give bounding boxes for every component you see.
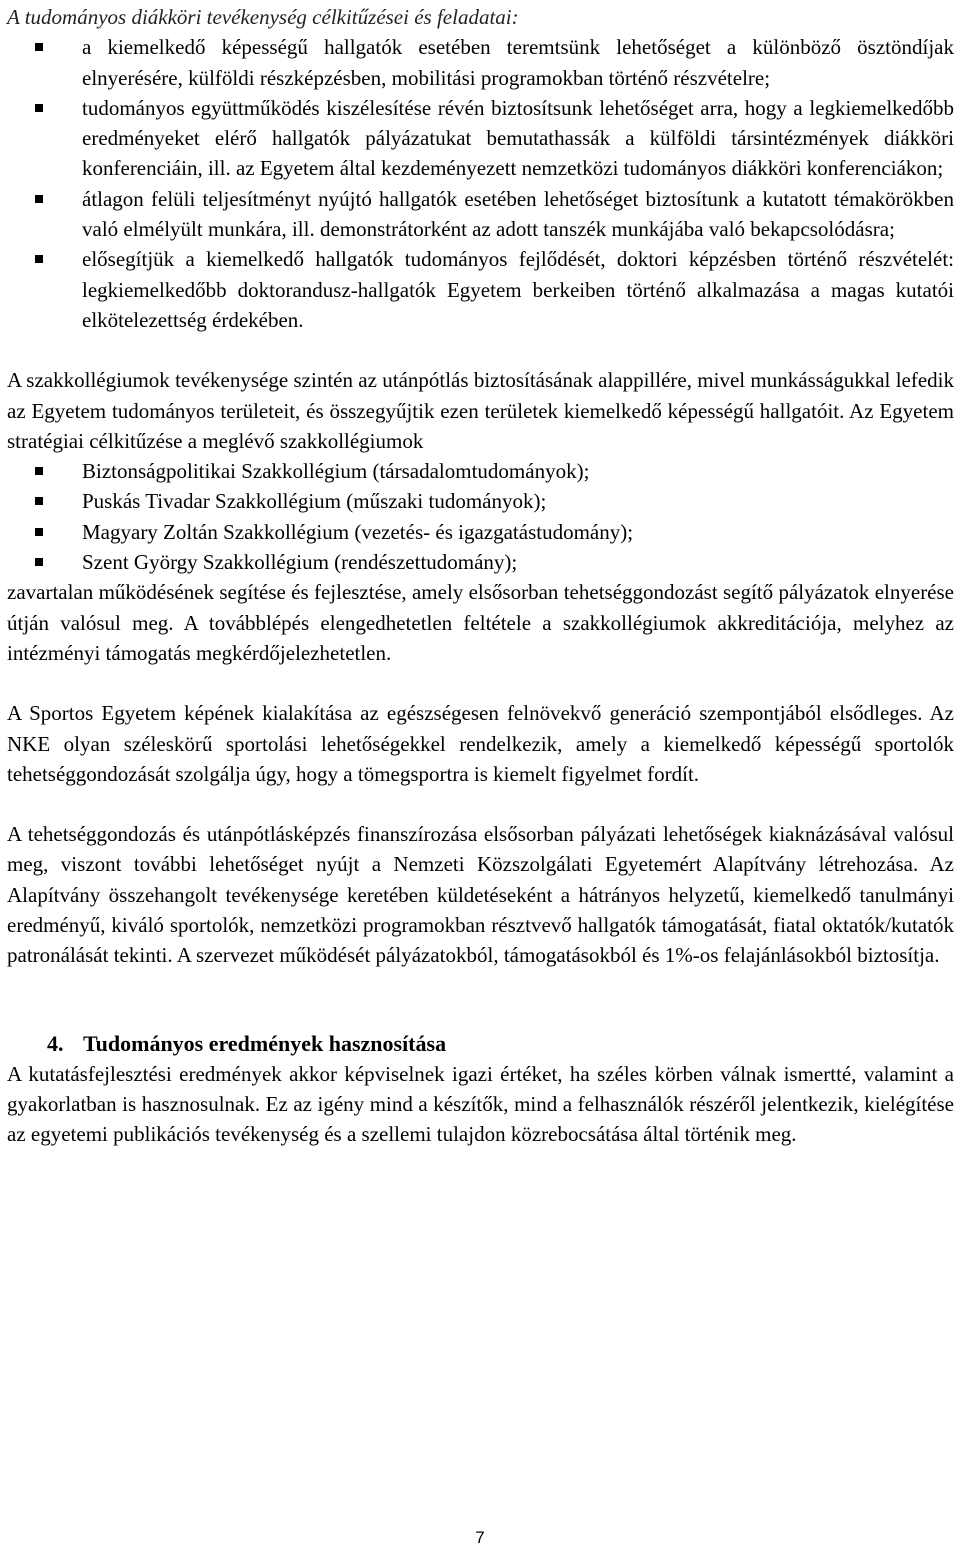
list-item-text: elősegítjük a kiemelkedő hallgatók tudományos fejlődését, doktori képzésben történő részvételét: legkiemelkedőbb doktorandusz-hallgatók Egyetem berkeiben történő alkalmazása a magas kutatói elkötelezettség érdekében. (82, 247, 954, 332)
square-bullet-icon (35, 467, 43, 475)
square-bullet-icon (35, 195, 43, 203)
list-item-text: a kiemelkedő képességű hallgatók esetében teremtsünk lehetőséget a különböző ösztöndíjak elnyerésére, külföldi részképzésben, mobilitási programokban történő részvételre; (82, 35, 954, 90)
list-item-text: Puskás Tivadar Szakkollégium (műszaki tudományok); (82, 489, 547, 514)
section-number: 4. (47, 1030, 64, 1056)
list-item-text: átlagon felüli teljesítményt nyújtó hallgatók esetében lehetőséget biztosítunk a kutatott témakörökben való elmélyült munkára, ill. demonstrátorként az adott tanszék munkájába való bekapcsolódásra; (82, 186, 954, 242)
square-bullet-icon (35, 104, 43, 112)
list-item (7, 547, 954, 577)
list-item (7, 517, 954, 547)
list-item-text: Magyary Zoltán Szakkollégium (vezetés- és igazgatástudomány); (82, 519, 634, 544)
list-item (7, 32, 954, 93)
section-title: Tudományos eredmények hasznosítása (83, 1030, 447, 1056)
list-item (7, 244, 954, 335)
list-item (7, 93, 954, 184)
list-item (7, 486, 954, 516)
szakkollegium-outro: zavartalan működésének segítése és fejlesztése, amely elsősorban tehetséggondozást segítő pályázatok elnyerése útján valósul meg. A továbblépés elengedhetetlen feltétele a szakkollégiumok akkreditációja, melyhez az intézményi támogatás megkérdőjelezhetetlen. (7, 580, 954, 665)
list-item (7, 184, 954, 245)
tdk-bullet-list (7, 32, 954, 335)
square-bullet-icon (35, 255, 43, 263)
finance-paragraph: A tehetséggondozás és utánpótlásképzés finanszírozása elsősorban pályázati lehetőségek kiaknázásával valósul meg, viszont további lehetőséget nyújt a Nemzeti Közszolgálati Egyetemért Alapítvány létrehozása. Az Alapítvány összehangolt tevékenysége keretében küldetéseként a hátrányos helyzetű, kiemelkedő tanulmányi eredményű, kiváló sportolók, nemzetközi programokban résztvevő hallgatók támogatását, fiatal oktatók/kutatók patronálását tekinti. A szervezet működését pályázatokból, támogatásokból és 1%-os felajánlásokból biztosítja. (7, 822, 954, 968)
list-item-text: Szent György Szakkollégium (rendészettudomány); (82, 550, 518, 575)
sport-paragraph: A Sportos Egyetem képének kialakítása az egészségesen felnövekvő generáció szempontjából elsődleges. Az NKE olyan széleskörű sportolási lehetőségekkel rendelkezik, amely a kiemelkedő képességű sportolók tehetséggondozását szolgálja úgy, hogy a tömegsportra is kiemelt figyelmet fordít. (7, 701, 954, 786)
section-heading (7, 1029, 954, 1059)
results-paragraph: A kutatásfejlesztési eredmények akkor képviselnek igazi értéket, ha széles körben válnak ismertté, valamint a gyakorlatban is hasznosulnak. Ez az igény mind a készítők, mind a felhasználók részéről jelentkezik, kielégítése az egyetemi publikációs tevékenység és a szellemi tulajdon közrebocsátása által történik meg. (7, 1061, 954, 1147)
square-bullet-icon (35, 528, 43, 536)
section-intro: A tudományos diákköri tevékenység célkitűzései és feladatai: (7, 5, 519, 29)
square-bullet-icon (35, 497, 43, 505)
list-item-text: Biztonságpolitikai Szakkollégium (társadalomtudományok); (82, 459, 590, 484)
szakkollegium-bullet-list (7, 456, 954, 577)
square-bullet-icon (35, 558, 43, 566)
square-bullet-icon (35, 43, 43, 51)
list-item (7, 456, 954, 486)
szakkollegium-intro: A szakkollégiumok tevékenysége szintén az utánpótlás biztosításának alappillére, mivel munkásságukkal lefedik az Egyetem tudományos területeit, és összegyűjtik ezen területek kiemelkedő képességű hallgatóit. Az Egyetem stratégiai célkitűzése a meglévő szakkollégiumok (7, 368, 954, 453)
page-number: 7 (475, 1528, 485, 1547)
list-item-text: tudományos együttműködés kiszélesítése révén biztosítsunk lehetőséget arra, hogy a legkiemelkedőbb eredményeket elérő hallgatók pályázatukat bemutathassák a külföldi társintézmények diákköri konferenciáin, ill. az Egyetem által kezdeményezett nemzetközi tudományos diákköri konferenciákon; (82, 95, 954, 181)
document-page (7, 0, 954, 1150)
